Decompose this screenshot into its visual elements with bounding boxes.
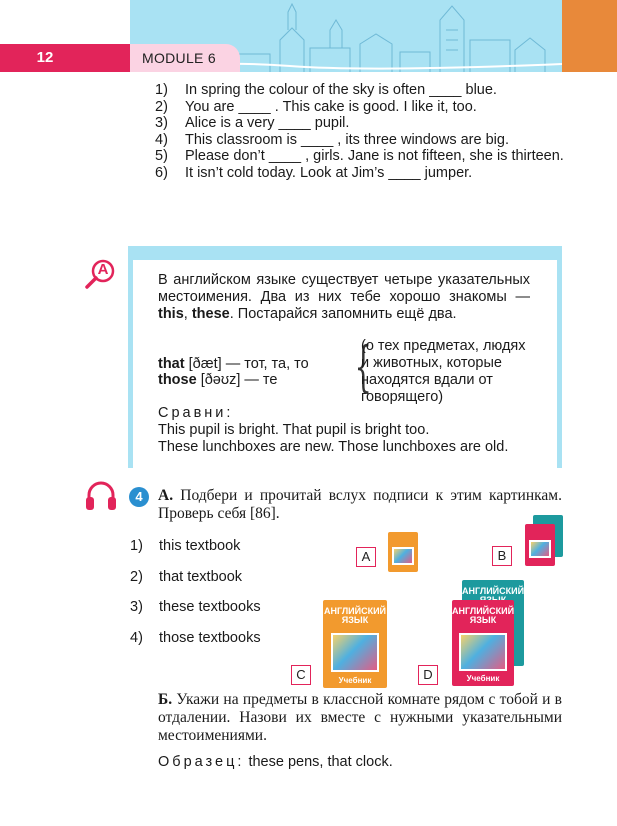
pronoun-those: those [ðəʊz] — те — [158, 372, 278, 388]
exercise-b-instruction: Б. Укажи на предметы в классной комнате рядом с тобой и в отдалении. Назови их вместе с нужными указательными местоимениями. — [158, 691, 562, 744]
picture-d-book-front: АНГЛИЙСКИЙ ЯЗЫК Учебник — [452, 600, 514, 686]
exercise-a-instruction: А. Подбери и прочитай вслух подписи к этим картинкам. Проверь себя [86]. — [158, 487, 562, 522]
list-item: 3) Alice is a very ____ pupil. — [155, 115, 350, 132]
exercise-number-badge: 4 — [129, 487, 149, 507]
sample-answer: Образец: these pens, that clock. — [158, 754, 393, 770]
list-item: 5) Please don’t ____ , girls. Jane is not fifteen, she is thirteen. — [155, 148, 564, 165]
grammar-icon-letter: A — [97, 261, 109, 278]
exercise-sentences — [155, 82, 565, 182]
module-label: MODULE 6 — [142, 50, 216, 66]
picture-label-d: D — [418, 665, 438, 685]
compare-example-2: These lunchboxes are new. Those lunchboxes are old. — [158, 439, 509, 455]
headphones-icon — [84, 480, 118, 512]
page-header — [0, 0, 617, 72]
picture-label-b: B — [492, 546, 512, 566]
picture-label-a: A — [356, 547, 376, 567]
grammar-magnifier-icon — [84, 258, 116, 290]
picture-a-book — [388, 532, 418, 572]
picture-b-book-front — [525, 524, 555, 566]
pronoun-note: (о тех предметах, людях и животных, которые находятся вдали от говорящего) — [361, 338, 526, 405]
list-item: 1) In spring the colour of the sky is often ____ blue. — [155, 82, 497, 98]
page-number: 12 — [36, 49, 54, 66]
picture-label-c: C — [291, 665, 311, 685]
pronoun-that: that [ðæt] — тот, та, то — [158, 356, 309, 372]
list-item: 6) It isn’t cold today. Look at Jim’s ____ jumper. — [155, 164, 473, 181]
list-item: 4) This classroom is ____ , its three windows are big. — [155, 131, 509, 148]
compare-example-1: This pupil is bright. That pupil is bright too. — [158, 422, 430, 438]
list-item: 2) You are ____ . This cake is good. I like it, too. — [155, 98, 477, 115]
list-item: 3) these textbooks — [130, 599, 261, 615]
picture-c-book: АНГЛИЙСКИЙ ЯЗЫК Учебник — [323, 600, 387, 688]
list-item: 1) this textbook — [130, 538, 241, 554]
picture-d-book-back: АНГЛИЙСКИЙ — [462, 580, 524, 666]
grammar-intro: В английском языке существует четыре указательных местоимения. Два из них тебе хорошо знакомы — this, these. Постарайся запомнить ещё два. — [158, 272, 530, 323]
list-item: 2) that textbook — [130, 569, 243, 585]
list-item: 4) those textbooks — [130, 630, 261, 646]
compare-label: Сравни: — [158, 405, 234, 421]
brace-symbol: { — [354, 335, 372, 398]
